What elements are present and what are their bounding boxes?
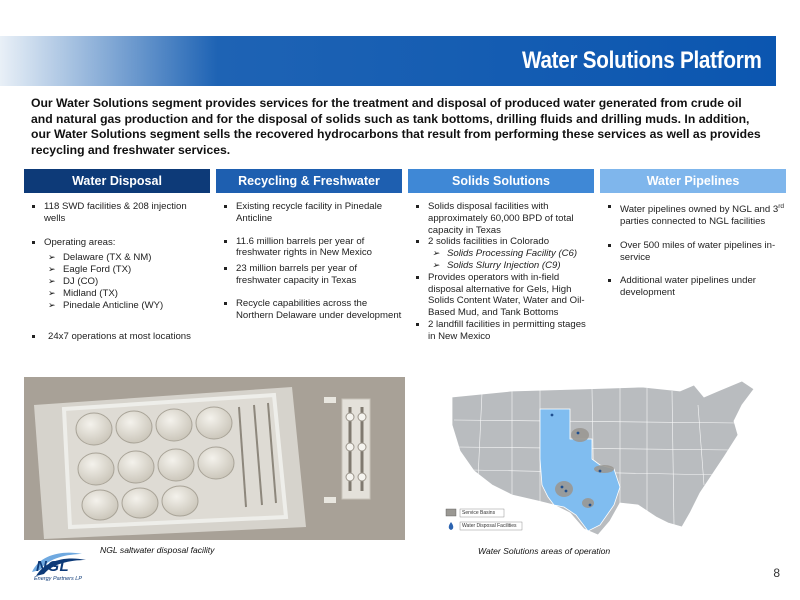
- ngl-logo: [30, 548, 90, 588]
- superscript-rd: rd: [778, 203, 784, 210]
- arrow-icon: ➢: [48, 287, 56, 298]
- header-solids-solutions: Solids Solutions: [408, 169, 594, 193]
- arrow-icon: ➢: [48, 299, 56, 310]
- facility-illustration: [24, 377, 405, 540]
- water-disposal-list: [30, 201, 210, 343]
- list-item: 2 solids facilities in Colorado: [414, 236, 594, 248]
- photo-caption: NGL saltwater disposal facility: [100, 545, 215, 555]
- arrow-icon: ➢: [48, 275, 56, 286]
- logo-name: NGL: [36, 558, 70, 575]
- pipeline-text-a: Water pipelines owned by NGL and 3: [620, 204, 779, 216]
- sub-item-label: Eagle Ford (TX): [63, 264, 132, 276]
- list-item: Additional water pipelines under development: [606, 275, 786, 299]
- sub-list-item: [30, 252, 210, 264]
- header-water-disposal: Water Disposal: [24, 169, 210, 193]
- sub-list-item: [30, 264, 210, 276]
- arrow-icon: ➢: [432, 248, 440, 259]
- map-caption: Water Solutions areas of operation: [478, 546, 611, 556]
- saltwater-facility-photo: [24, 377, 405, 540]
- header-water-pipelines: Water Pipelines: [600, 169, 786, 193]
- list-item: 118 SWD facilities & 208 injection wells: [30, 201, 210, 225]
- sub-item-label: Solids Processing Facility (C6): [447, 248, 578, 260]
- sub-item-label: Delaware (TX & NM): [63, 252, 152, 264]
- list-item: Provides operators with in-field disposal alternative for Gels, High Solids Content Water, Water and Oil-Based Mud, and Tank Bottoms: [414, 272, 594, 319]
- recycling-freshwater-list: [222, 201, 402, 321]
- list-item: [606, 201, 786, 228]
- list-item: Recycle capabilities across the Northern Delaware under development: [222, 298, 402, 322]
- page-number: 8: [773, 566, 780, 580]
- list-item: 11.6 million barrels per year of freshwater rights in New Mexico: [222, 236, 402, 260]
- sub-item-label: Midland (TX): [63, 287, 118, 299]
- list-item: 23 million barrels per year of freshwater capacity in Texas: [222, 263, 402, 287]
- sub-list-item: [414, 260, 594, 272]
- list-item: 24x7 operations at most locations: [30, 331, 210, 343]
- us-operations-map: [442, 375, 772, 550]
- page-title: Water Solutions Platform: [522, 47, 762, 74]
- list-item: 2 landfill facilities in permitting stages in New Mexico: [414, 319, 594, 343]
- arrow-icon: ➢: [432, 259, 440, 270]
- list-item: Existing recycle facility in Pinedale Anticline: [222, 201, 402, 225]
- sub-list-item: [30, 288, 210, 300]
- title-bar: [0, 36, 776, 86]
- sub-item-label: Solids Slurry Injection (C9): [447, 259, 561, 271]
- water-pipelines-list: [606, 201, 786, 299]
- header-recycling-freshwater: Recycling & Freshwater: [216, 169, 402, 193]
- intro-paragraph: Our Water Solutions segment provides services for the treatment and disposal of produced water generated from crude oil and natural gas production and for the disposal of solids such as tank bottoms, drilling fluids and drilling muds. In addition, our Water Solutions segment sells the recovered hydrocarbons that result from performing these services as well as provides recycling and freshwater services.: [31, 96, 761, 157]
- logo-tagline: Energy Partners LP: [34, 576, 82, 582]
- legend-service-basins: Service Basins: [462, 510, 496, 516]
- arrow-icon: ➢: [48, 252, 56, 263]
- sub-list-item: [30, 300, 210, 312]
- list-item: Operating areas:: [30, 237, 210, 249]
- arrow-icon: ➢: [48, 264, 56, 275]
- sub-item-label: Pinedale Anticline (WY): [63, 299, 164, 311]
- legend-water-disposal: Water Disposal Facilities: [462, 523, 517, 529]
- list-item: Solids disposal facilities with approximately 60,000 BPD of total capacity in Texas: [414, 201, 594, 236]
- pipeline-text-b: parties connected to NGL facilities: [620, 215, 766, 227]
- sub-list-item: [30, 276, 210, 288]
- solids-solutions-list: [414, 201, 594, 343]
- list-item: Over 500 miles of water pipelines in-service: [606, 240, 786, 264]
- sub-list-item: [414, 248, 594, 260]
- sub-item-label: DJ (CO): [63, 275, 99, 287]
